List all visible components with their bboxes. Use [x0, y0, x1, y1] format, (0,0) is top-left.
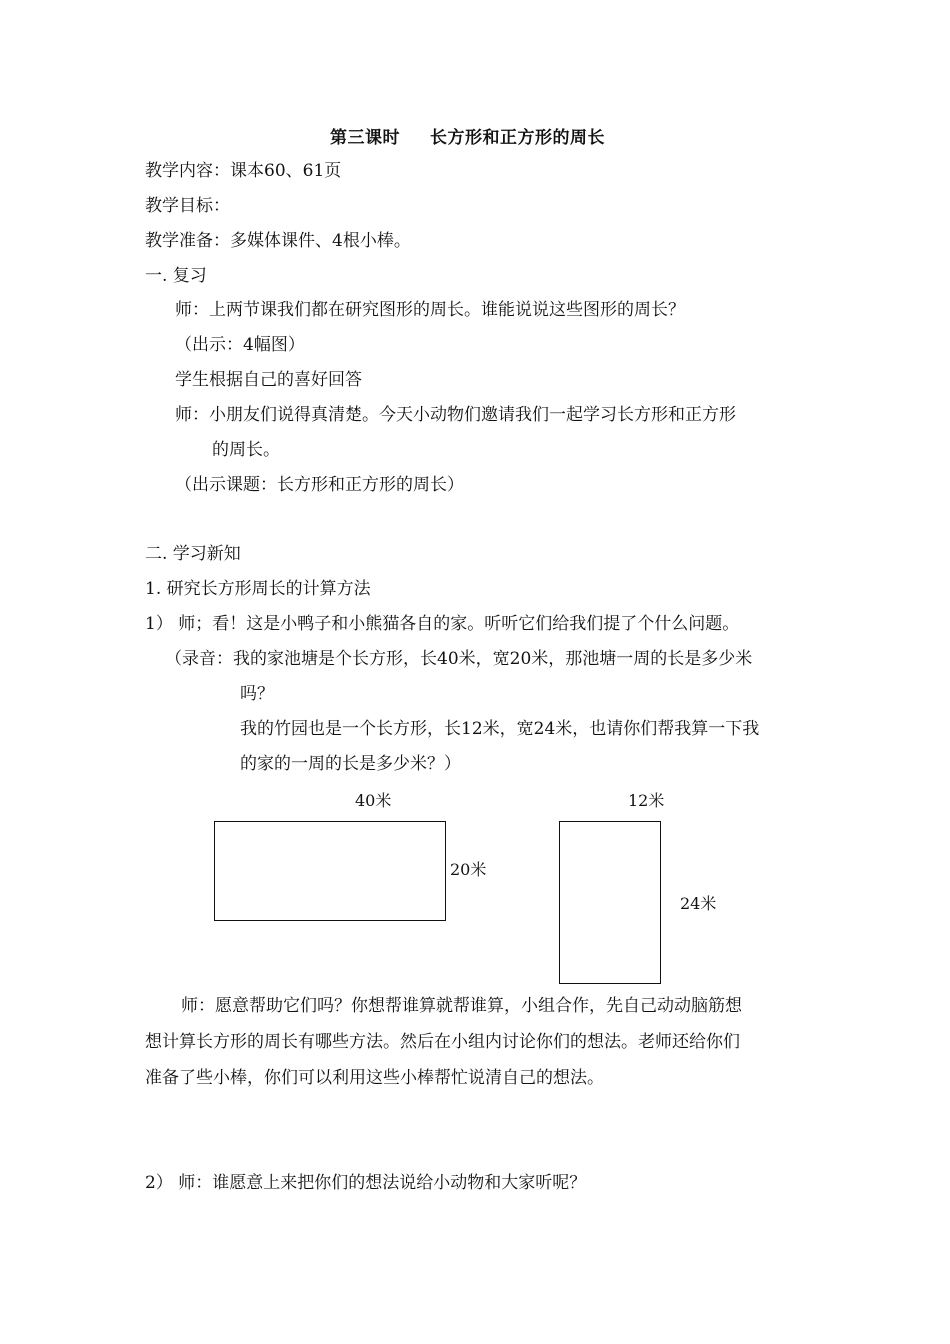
teaching-prep: 教学准备：多媒体课件、4根小棒。 — [145, 231, 411, 251]
review-paragraph-5: （出示课题：长方形和正方形的周长） — [175, 475, 464, 495]
review-paragraph-4a: 师：小朋友们说得真清楚。今天小动物们邀请我们一起学习长方形和正方形 — [175, 405, 736, 425]
page-title — [330, 127, 605, 149]
step-2: 2） 师：谁愿意上来把你们的想法说给小动物和大家听呢？ — [145, 1173, 587, 1193]
review-paragraph-1: 师：上两节课我们都在研究图形的周长。谁能说说这些图形的周长？ — [175, 300, 685, 320]
rect2-length-label: 12米 — [628, 791, 665, 810]
recording-2b: 的家的一周的长是多少米？） — [240, 754, 461, 774]
section-review-heading: 一. 复习 — [145, 266, 207, 286]
pond-rectangle — [214, 821, 446, 921]
rect1-width-label: 20米 — [450, 860, 487, 879]
paragraph-line-1: 师：愿意帮助它们吗？你想帮谁算就帮谁算，小组合作，先自己动动脑筋想 — [181, 996, 742, 1016]
recording-1a: （录音：我的家池塘是个长方形，长40米，宽20米，那池塘一周的长是多少米 — [165, 649, 753, 669]
review-paragraph-4b: 的周长。 — [212, 440, 280, 460]
recording-2a: 我的竹园也是一个长方形，长12米，宽24米，也请你们帮我算一下我 — [240, 719, 760, 739]
section-new-heading: 二. 学习新知 — [145, 544, 241, 564]
lesson-number: 第三课时 — [330, 128, 400, 148]
recording-1b: 吗？ — [240, 684, 274, 704]
teaching-goal: 教学目标： — [145, 196, 230, 216]
paragraph-line-3: 准备了些小棒，你们可以利用这些小棒帮忙说清自己的想法。 — [145, 1068, 604, 1088]
step-1: 1） 师；看！这是小鸭子和小熊猫各自的家。听听它们给我们提了个什么问题。 — [145, 614, 740, 634]
lesson-topic: 长方形和正方形的周长 — [430, 128, 605, 148]
bamboo-rectangle — [559, 821, 661, 984]
teaching-content: 教学内容：课本60、61页 — [145, 161, 342, 181]
paragraph-line-2: 想计算长方形的周长有哪些方法。然后在小组内讨论你们的想法。老师还给你们 — [145, 1032, 740, 1052]
subsection-heading: 1. 研究长方形周长的计算方法 — [145, 579, 371, 599]
review-paragraph-2: （出示：4幅图） — [175, 335, 305, 355]
rect2-width-label: 24米 — [680, 894, 717, 913]
review-paragraph-3: 学生根据自己的喜好回答 — [175, 370, 362, 390]
rect1-length-label: 40米 — [355, 791, 392, 810]
